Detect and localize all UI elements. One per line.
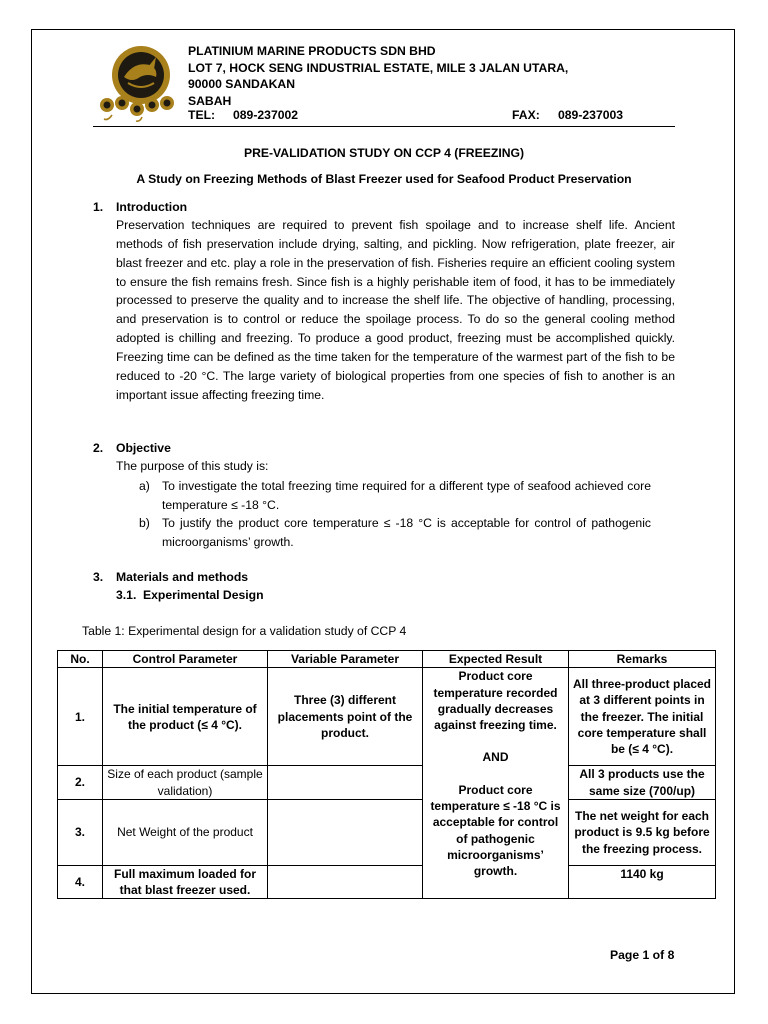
fax-number: 089-237003 <box>558 108 624 122</box>
company-block <box>188 43 568 109</box>
table-row <box>58 766 716 800</box>
section2-number: 2. <box>93 441 104 455</box>
section2-heading: Objective <box>116 441 171 455</box>
section3-number: 3. <box>93 570 104 584</box>
row4-no: 4. <box>58 865 103 899</box>
expected-result-cell <box>423 668 569 899</box>
tel-number: 089-237002 <box>233 108 299 122</box>
table-row <box>58 865 716 899</box>
objective-item-a <box>139 477 675 514</box>
row1-remarks: All three-product placed at 3 different points in the freezer. The initial core temperature shall be (≤ 4 °C). <box>569 668 716 766</box>
document-subtitle: A Study on Freezing Methods of Blast Freezer used for Seafood Product Preservation <box>136 172 632 186</box>
section1-number: 1. <box>93 200 104 214</box>
objective-item-b <box>139 514 675 551</box>
row3-variable <box>268 799 423 865</box>
row1-no: 1. <box>58 668 103 766</box>
page-number: Page 1 of 8 <box>610 948 675 962</box>
row3-control: Net Weight of the product <box>103 799 268 865</box>
header-variable-parameter: Variable Parameter <box>268 651 423 668</box>
section1-body: Preservation techniques are required to prevent fish spoilage and to increase shelf life. Ancient methods of fish preservation include drying, salting, and pickling. Now refrigeration, plate freezer, air blast freezer and etc. play a role in the preservation of fish. Fisheries require an efficient cooling system to ensure the fish remains fresh. Since fish is a highly perishable item of food, it has to be immediately processed to preserve the quality and to increase the shelf life. The objective of handling, processing, and preservation is to control or reduce the spoilage process. To do so the general cooling method adopted is chilling and freezing. To produce a good product, freezing must be accomplished quickly. Freezing time can be defined as the time taken for the temperature of the warmest part of the fish to be reduced to -20 °C. The large variety of biological properties from one species of fish to another is an important issue affecting freezing time. <box>116 218 675 402</box>
section1-heading: Introduction <box>116 200 188 214</box>
row4-control: Full maximum loaded for that blast freezer used. <box>103 865 268 899</box>
company-logo <box>98 43 180 123</box>
objective-item-a-label: a) <box>139 479 150 493</box>
table-caption: Table 1: Experimental design for a validation study of CCP 4 <box>82 624 407 638</box>
objective-item-a-text: To investigate the total freezing time required for a different type of seafood achieved core temperature ≤ -18 °C. <box>162 479 651 512</box>
objective-item-b-label: b) <box>139 516 150 530</box>
fax-label: FAX: <box>512 108 540 122</box>
company-address-line2: 90000 SANDAKAN <box>188 77 296 92</box>
header-divider <box>93 126 675 127</box>
expected-result-part1: Product core temperature recorded gradually decreases against freezing time. <box>433 669 558 733</box>
row2-variable <box>268 766 423 800</box>
document-title: PRE-VALIDATION STUDY ON CCP 4 (FREEZING) <box>243 146 525 160</box>
section3-1-number: 3.1. <box>116 588 137 602</box>
row2-no: 2. <box>58 766 103 800</box>
header-control-parameter: Control Parameter <box>103 651 268 668</box>
row1-control: The initial temperature of the product (≤ 4 °C). <box>103 668 268 766</box>
section3-1-heading: Experimental Design <box>143 588 264 602</box>
company-address-line1: LOT 7, HOCK SENG INDUSTRIAL ESTATE, MILE 3 JALAN UTARA, <box>188 60 569 75</box>
row4-remarks: 1140 kg <box>569 865 716 899</box>
table-row <box>58 799 716 865</box>
row3-no: 3. <box>58 799 103 865</box>
header-expected-result: Expected Result <box>423 651 569 668</box>
row4-variable <box>268 865 423 899</box>
company-name: PLATINIUM MARINE PRODUCTS SDN BHD <box>188 44 436 58</box>
section3-heading: Materials and methods <box>116 570 249 584</box>
row3-remarks: The net weight for each product is 9.5 kg before the freezing process. <box>569 799 716 865</box>
table-header-row <box>58 651 716 668</box>
row2-control: Size of each product (sample validation) <box>103 766 268 800</box>
tel-label: TEL: <box>188 108 216 122</box>
experimental-design-table <box>57 650 716 899</box>
table-row <box>58 668 716 766</box>
expected-result-part2: Product core temperature ≤ -18 °C is acceptable for control of pathogenic microorganisms’ growth. <box>430 782 561 879</box>
row2-remarks: All 3 products use the same size (700/up) <box>569 766 716 800</box>
company-address-line3: SABAH <box>188 93 232 108</box>
header-no: No. <box>58 651 103 668</box>
objective-intro: The purpose of this study is: <box>116 459 269 473</box>
objective-item-b-text: To justify the product core temperature ≤ -18 °C is acceptable for control of pathogenic microorganisms’ growth. <box>162 516 651 549</box>
row1-variable: Three (3) different placements point of the product. <box>268 668 423 766</box>
header-remarks: Remarks <box>569 651 716 668</box>
expected-result-and: AND <box>482 750 509 765</box>
